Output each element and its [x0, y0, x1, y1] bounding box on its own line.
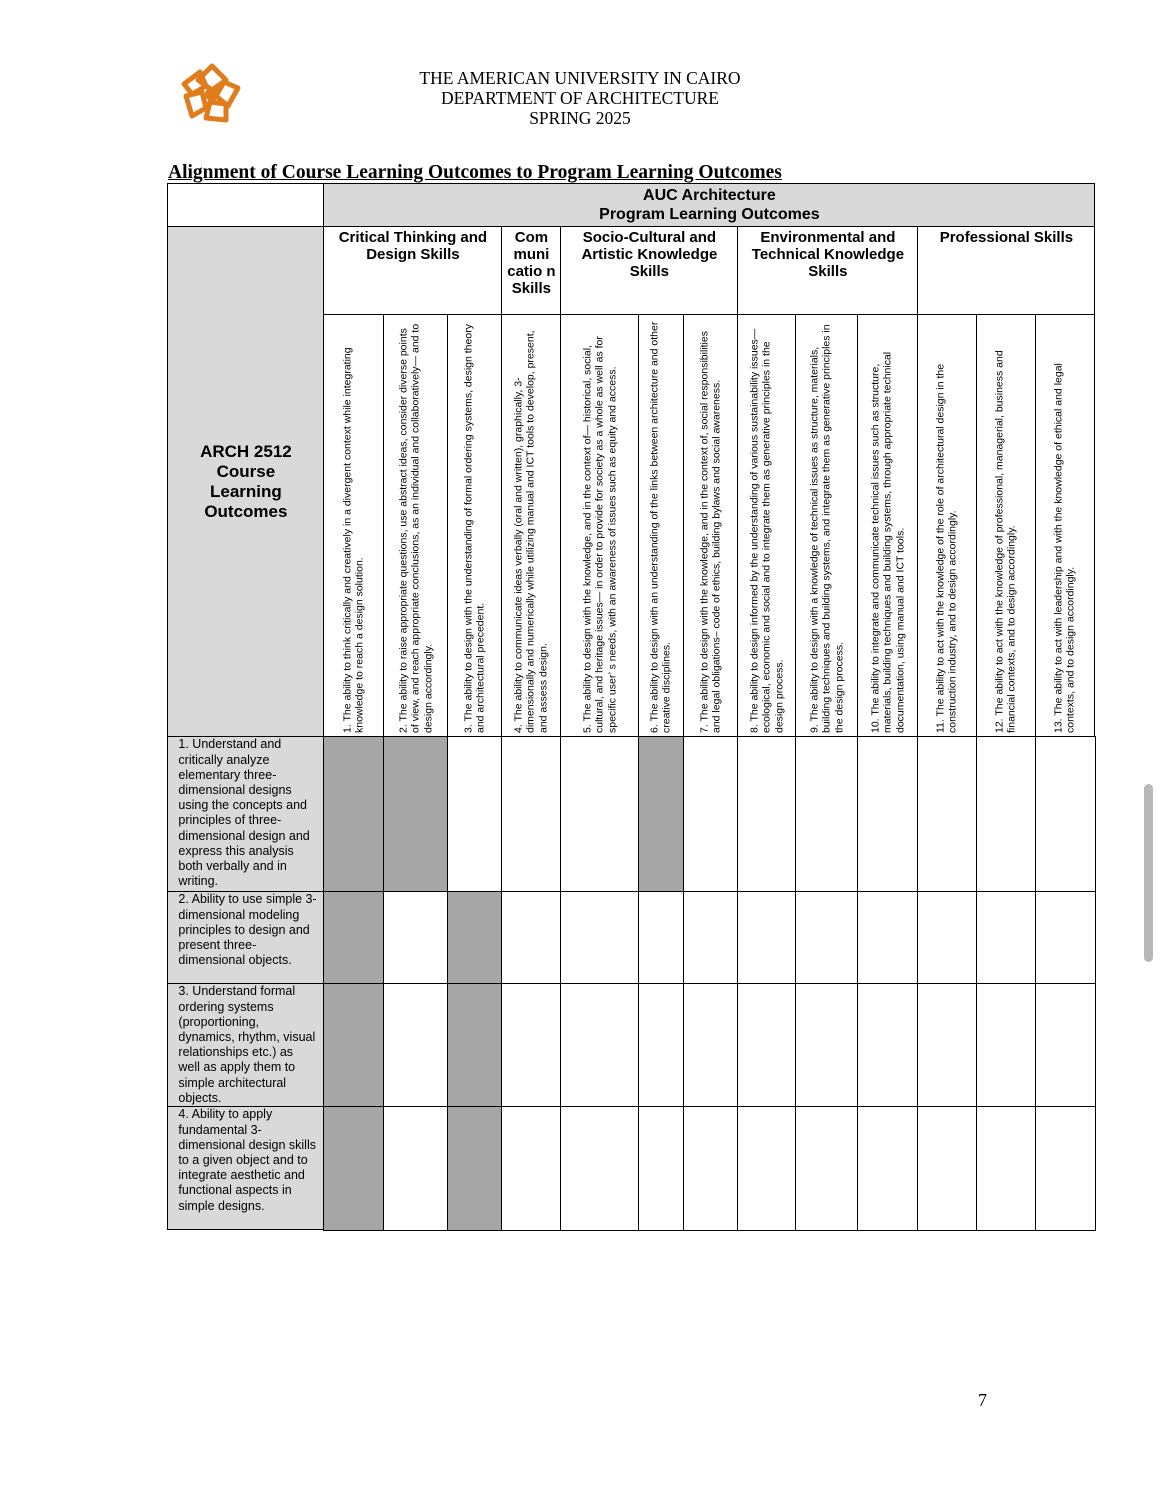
alignment-cell	[737, 891, 796, 984]
alignment-cell	[976, 891, 1036, 984]
alignment-cell	[1035, 1106, 1096, 1231]
course-outcomes-heading	[167, 226, 324, 737]
alignment-cell	[501, 736, 561, 892]
plo-text: 2. The ability to raise appropriate questions, use abstract ideas, consider diverse points of view, and reach appropriate conclusions, as an individual and collaboratively— and to design accordingly.	[397, 323, 435, 733]
category-communication: Com muni catio n Skills	[501, 226, 561, 315]
alignment-cell	[638, 736, 684, 892]
plo-text: 6. The ability to design with an understanding of the links between architecture and other creative disciplines.	[649, 321, 674, 733]
alignment-cell	[857, 736, 918, 892]
alignment-cell	[560, 1106, 639, 1231]
alignment-cell	[857, 1106, 918, 1231]
empty-corner-cell	[167, 183, 324, 227]
alignment-cell	[795, 736, 858, 892]
plo-header-5	[560, 314, 639, 737]
alignment-cell	[560, 891, 639, 984]
plo-header-9	[795, 314, 858, 737]
plo-header-2	[383, 314, 448, 737]
plo-text: 7. The ability to design with the knowledge, and in the context of, social responsibilities and legal obligations– code of ethics, building bylaws and social awareness.	[698, 330, 723, 733]
program-heading-line1: AUC Architecture	[643, 187, 776, 205]
alignment-cell	[917, 736, 977, 892]
plo-text: 8. The ability to design informed by the understanding of various sustainability issues— ecological, economic and social and to integrate them as generative principles in the design process.	[748, 328, 786, 733]
alignment-cell	[638, 891, 684, 984]
plo-header-7	[683, 314, 738, 737]
plo-text: 11. The ability to act with the knowledge of the role of architectural design in the construction industry, and to design accordingly.	[935, 363, 960, 733]
plo-header-6	[638, 314, 684, 737]
plo-header-13	[1035, 314, 1095, 737]
alignment-cell	[323, 891, 384, 984]
header-university: THE AMERICAN UNIVERSITY IN CAIRO	[419, 68, 741, 88]
clo-label-3: 3. Understand formal ordering systems (proportioning, dynamics, rhythm, visual relationships etc.) as well as apply them to simple architectural objects.	[167, 983, 324, 1107]
plo-header-3	[447, 314, 502, 737]
alignment-cell	[683, 983, 738, 1107]
alignment-cell	[857, 983, 918, 1107]
alignment-cell	[501, 891, 561, 984]
alignment-cell	[560, 983, 639, 1107]
alignment-cell	[795, 1106, 858, 1231]
program-heading-line2: Program Learning Outcomes	[599, 206, 820, 224]
plo-header-11	[917, 314, 977, 737]
alignment-cell	[383, 891, 448, 984]
program-outcomes-heading	[323, 183, 1095, 227]
auc-logo	[178, 62, 246, 124]
alignment-cell	[976, 983, 1036, 1107]
alignment-cell	[795, 891, 858, 984]
alignment-cell	[501, 1106, 561, 1231]
document-title: Alignment of Course Learning Outcomes to Program Learning Outcomes	[168, 162, 782, 183]
alignment-cell	[917, 1106, 977, 1231]
alignment-cell	[447, 983, 502, 1107]
alignment-cell	[447, 736, 502, 892]
alignment-cell	[737, 1106, 796, 1231]
alignment-cell	[976, 736, 1036, 892]
page-number: 7	[978, 1390, 987, 1410]
header-department: DEPARTMENT OF ARCHITECTURE	[440, 88, 719, 108]
alignment-cell	[323, 983, 384, 1107]
alignment-cell	[501, 983, 561, 1107]
alignment-cell	[737, 736, 796, 892]
clo-label-2: 2. Ability to use simple 3-dimensional modeling principles to design and present three-dimensional objects.	[167, 891, 324, 984]
alignment-cell	[1035, 983, 1096, 1107]
plo-text: 5. The ability to design with the knowledge, and in the context of— historical, social, cultural, and heritage issues— in order to provide for society as a whole as well as for specific user’ s needs, with an awareness of issues such as equity and access.	[581, 336, 619, 733]
vertical-scrollbar[interactable]	[1144, 784, 1153, 962]
alignment-cell	[560, 736, 639, 892]
category-professional: Professional Skills	[917, 226, 1095, 315]
plo-text: 12. The ability to act with the knowledge of professional, managerial, business and financial contexts, and to design accordingly.	[994, 350, 1019, 733]
alignment-cell	[323, 736, 384, 892]
plo-header-8	[737, 314, 796, 737]
alignment-cell	[447, 891, 502, 984]
alignment-cell	[383, 983, 448, 1107]
plo-header-1	[323, 314, 384, 737]
plo-text: 1. The ability to think critically and creatively in a divergent context while integrating knowledge to reach a design solution.	[341, 347, 366, 733]
alignment-cell	[737, 983, 796, 1107]
clo-label-4: 4. Ability to apply fundamental 3-dimensional design skills to a given object and to integrate aesthetic and functional aspects in simple designs.	[167, 1106, 324, 1230]
alignment-cell	[638, 1106, 684, 1231]
alignment-cell	[1035, 891, 1096, 984]
alignment-cell	[795, 983, 858, 1107]
plo-text: 10. The ability to integrate and communicate technical issues such as structure, materials, building techniques and building systems, through appropriate technical documentation, using manual and ICT tools.	[869, 351, 907, 733]
course-heading-text: ARCH 2512 Course Learning Outcomes	[200, 441, 292, 521]
clo-label-1: 1. Understand and critically analyze elementary three-dimensional designs using the concepts and principles of three-dimensional design and express this analysis both verbally and in writing.	[167, 736, 324, 892]
plo-text: 13. The ability to act with leadership and with the knowledge of ethical and legal contexts, and to design accordingly.	[1053, 363, 1078, 733]
category-critical-thinking: Critical Thinking and Design Skills	[323, 226, 502, 315]
plo-header-12	[976, 314, 1036, 737]
plo-text: 4. The ability to communicate ideas verbally (oral and written), graphically, 3-dimensionally and numerically while utilizing manual and ICT tools to develop, present, and assess design.	[512, 330, 550, 733]
alignment-cell	[383, 1106, 448, 1231]
alignment-cell	[683, 891, 738, 984]
alignment-cell	[638, 983, 684, 1107]
alignment-cell	[323, 1106, 384, 1231]
alignment-cell	[976, 1106, 1036, 1231]
alignment-cell	[857, 891, 918, 984]
alignment-cell	[917, 983, 977, 1107]
header-semester: SPRING 2025	[529, 108, 631, 128]
alignment-cell	[917, 891, 977, 984]
plo-header-4	[501, 314, 561, 737]
plo-text: 9. The ability to design with a knowledge of technical issues as structure, materials, building techniques and building systems, and integrate them as generative principles in the design process.	[808, 324, 846, 733]
alignment-cell	[683, 1106, 738, 1231]
alignment-cell	[1035, 736, 1096, 892]
category-environmental-technical: Environmental and Technical Knowledge Skills	[737, 226, 918, 315]
alignment-cell	[383, 736, 448, 892]
category-socio-cultural: Socio-Cultural and Artistic Knowledge Skills	[560, 226, 738, 315]
plo-header-10	[857, 314, 918, 737]
plo-text: 3. The ability to design with the understanding of formal ordering systems, design theory and architectural precedent.	[462, 323, 487, 733]
alignment-cell	[447, 1106, 502, 1231]
alignment-cell	[683, 736, 738, 892]
university-header	[330, 68, 830, 128]
